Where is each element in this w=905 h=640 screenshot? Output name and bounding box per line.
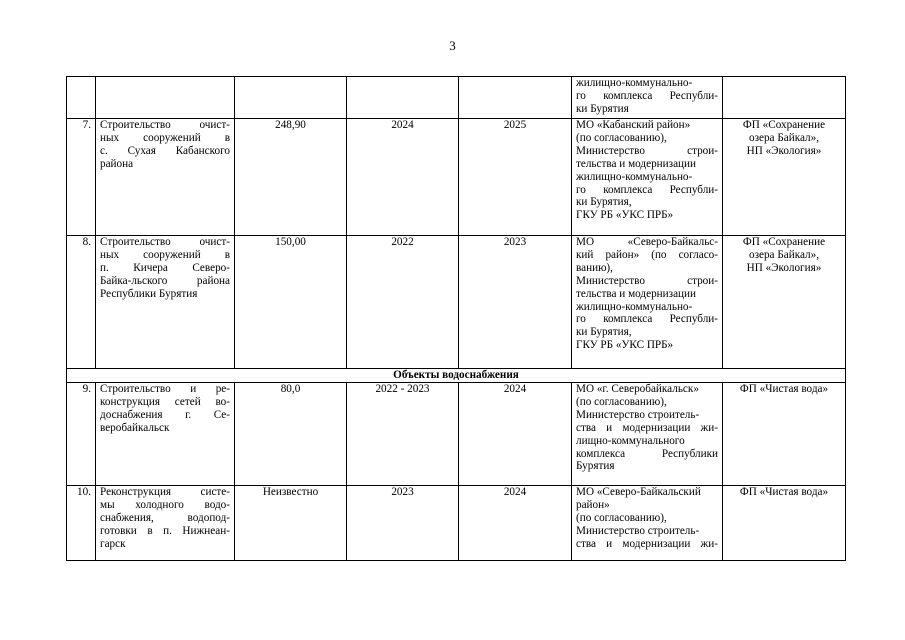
text-line: готовки в п. Нижнеан- <box>100 524 230 537</box>
cell-program <box>723 236 846 369</box>
text-line: снабжения, водопод- <box>100 511 230 524</box>
text-line: ФП «Чистая вода» <box>739 383 829 395</box>
cell-end: 2024 <box>459 383 572 486</box>
text-line: НП «Экология» <box>746 261 822 274</box>
text-line: (по согласованию), <box>576 511 667 524</box>
table-row <box>67 486 846 561</box>
cell-name <box>96 236 235 369</box>
text-line: ных сооружений в <box>100 131 230 144</box>
cell-amount: 150,00 <box>235 236 347 369</box>
text-line: (по согласованию), <box>576 131 667 144</box>
text-line: ФП «Чистая вода» <box>739 486 829 498</box>
cell-responsible <box>572 119 723 236</box>
text-line: с. Сухая Кабанского <box>100 144 230 157</box>
text-line: кий район» (по согласо- <box>576 248 718 261</box>
text-line: жилищно-коммунально- <box>576 170 693 183</box>
text-line: ГКУ РБ «УКС ПРБ» <box>576 339 674 352</box>
text-line: Министерство строитель- <box>576 524 700 537</box>
text-line: район» <box>576 498 610 511</box>
cell-start: 2022 <box>347 236 459 369</box>
cell-start <box>347 77 459 119</box>
text-line: го комплекса Республи- <box>576 89 718 102</box>
text-line: (по согласованию), <box>576 395 667 408</box>
text-line: ства и модернизации жи- <box>576 537 718 550</box>
text-line: веробайкальск <box>100 421 170 434</box>
text-line: Бурятия <box>576 460 615 473</box>
text-line: конструкция сетей во- <box>100 395 230 408</box>
text-line: МО «г. Северобайкальск» <box>576 383 699 395</box>
cell-name <box>96 383 235 486</box>
cell-responsible <box>572 236 723 369</box>
text-line: жилищно-коммунально- <box>576 77 693 89</box>
text-line: ки Бурятия <box>576 102 629 115</box>
text-line: ГКУ РБ «УКС ПРБ» <box>576 209 674 222</box>
text-line: мы холодного водо- <box>100 498 230 511</box>
cell-end: 2023 <box>459 236 572 369</box>
text-line: тельства и модернизации <box>576 287 696 300</box>
text-line: ки Бурятия, <box>576 196 632 209</box>
text-line: жилищно-коммунально- <box>576 300 693 313</box>
cell-name <box>96 119 235 236</box>
text-line: лищно-коммунального <box>576 434 685 447</box>
cell-program <box>723 383 846 486</box>
text-line: Республики Бурятия <box>100 287 198 300</box>
cell-responsible <box>572 77 723 119</box>
cell-num: 10. <box>67 486 96 561</box>
cell-end: 2024 <box>459 486 572 561</box>
text-line: комплекса Республики <box>576 447 718 460</box>
table-row <box>67 236 846 369</box>
cell-amount <box>235 77 347 119</box>
text-line: МО «Северо-Байкальский <box>576 486 701 498</box>
cell-amount: Неизвестно <box>235 486 347 561</box>
text-line: п. Кичера Северо- <box>100 261 230 274</box>
text-line: Байка-льского района <box>100 274 230 287</box>
text-line: Министерство строитель- <box>576 408 700 421</box>
cell-name <box>96 77 235 119</box>
section-title: Объекты водоснабжения <box>67 369 846 383</box>
cell-start: 2022 - 2023 <box>347 383 459 486</box>
text-line: ных сооружений в <box>100 248 230 261</box>
cell-amount: 80,0 <box>235 383 347 486</box>
text-line: Строительство и ре- <box>100 383 230 395</box>
text-line: ванию), <box>576 261 613 274</box>
text-line: ФП «Сохранение <box>742 119 826 131</box>
table-row <box>67 77 846 119</box>
text-line: доснабжения г. Се- <box>100 408 230 421</box>
text-line: МО «Кабанский район» <box>576 119 691 131</box>
text-line: го комплекса Республи- <box>576 313 718 326</box>
cell-end: 2025 <box>459 119 572 236</box>
cell-num: 9. <box>67 383 96 486</box>
cell-name <box>96 486 235 561</box>
cell-responsible <box>572 383 723 486</box>
text-line: ства и модернизации жи- <box>576 421 718 434</box>
cell-start: 2024 <box>347 119 459 236</box>
table-row <box>67 383 846 486</box>
cell-num: 7. <box>67 119 96 236</box>
cell-program <box>723 119 846 236</box>
text-line: НП «Экология» <box>746 144 822 157</box>
table-row <box>67 119 846 236</box>
text-line: тельства и модернизации <box>576 157 696 170</box>
cell-program <box>723 77 846 119</box>
cell-end <box>459 77 572 119</box>
section-row <box>67 369 846 383</box>
text-line: ки Бурятия, <box>576 326 632 339</box>
text-line: МО «Северо-Байкальс- <box>576 236 718 248</box>
text-line: ФП «Сохранение <box>742 236 826 248</box>
cell-responsible <box>572 486 723 561</box>
projects-table <box>66 76 846 561</box>
text-line: гарск <box>100 537 126 550</box>
text-line: Министерство строи- <box>576 274 718 287</box>
cell-amount: 248,90 <box>235 119 347 236</box>
text-line: озера Байкал», <box>748 131 819 144</box>
cell-num: 8. <box>67 236 96 369</box>
text-line: Министерство строи- <box>576 144 718 157</box>
text-line: Строительство очист- <box>100 119 230 131</box>
cell-program <box>723 486 846 561</box>
text-line: района <box>100 157 134 170</box>
cell-start: 2023 <box>347 486 459 561</box>
text-line: го комплекса Республи- <box>576 183 718 196</box>
text-line: Строительство очист- <box>100 236 230 248</box>
text-line: озера Байкал», <box>748 248 819 261</box>
cell-num <box>67 77 96 119</box>
page-number: 3 <box>449 38 456 53</box>
text-line: Реконструкция систе- <box>100 486 230 498</box>
